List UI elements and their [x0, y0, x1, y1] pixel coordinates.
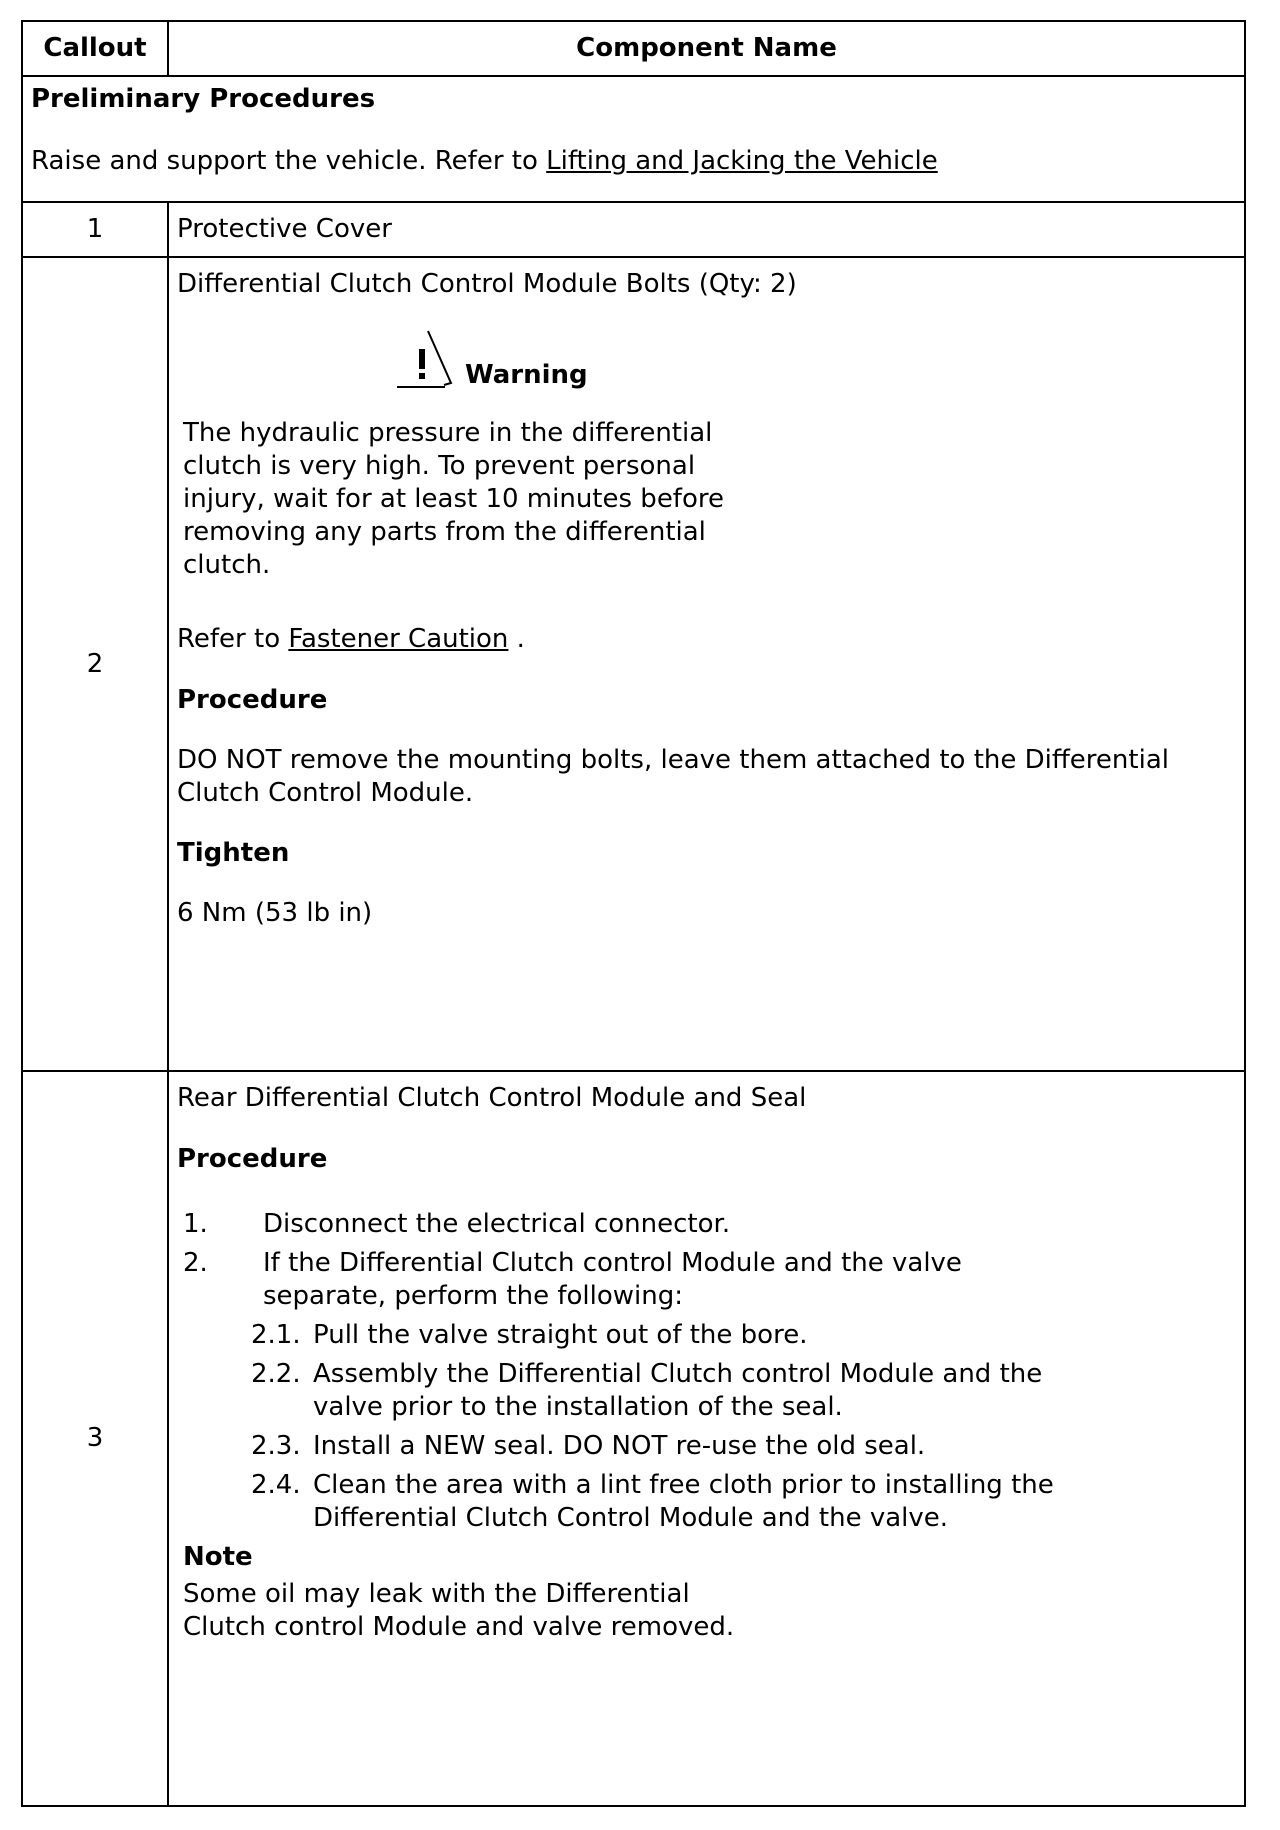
row-1-name: Protective Cover: [177, 214, 392, 244]
step-number: 1.: [183, 1209, 208, 1239]
warning-icon: [395, 329, 455, 395]
list-item: [177, 1319, 1234, 1352]
row-3-name: Rear Differential Clutch Control Module and Seal: [177, 1083, 807, 1113]
list-item: [177, 1358, 1234, 1424]
tighten-title: Tighten: [177, 838, 290, 868]
note-text: Some oil may leak with the Differential Clutch control Module and valve removed.: [183, 1579, 735, 1642]
substep-text: Clean the area with a lint free cloth prior to installing the Differential Clutch Control Module and the valve.: [313, 1470, 1054, 1533]
row-1-callout: 1: [22, 202, 168, 257]
table-row: [22, 202, 1245, 257]
lifting-jacking-link[interactable]: Lifting and Jacking the Vehicle: [546, 146, 938, 176]
header-component-name: Component Name: [168, 21, 1245, 76]
substep-text: Pull the valve straight out of the bore.: [313, 1320, 808, 1350]
list-item: [177, 1430, 1234, 1463]
table-row: [22, 257, 1245, 1071]
row-3-procedure-title: Procedure: [177, 1144, 328, 1174]
step-text: If the Differential Clutch control Module and the valve separate, perform the following:: [263, 1248, 962, 1311]
row-2-callout: 2: [22, 257, 168, 1071]
preliminary-text-line: [31, 145, 1234, 178]
preliminary-row: [22, 76, 1245, 202]
preliminary-title: Preliminary Procedures: [31, 84, 376, 114]
refer-suffix: .: [508, 624, 525, 654]
row-2-procedure-title: Procedure: [177, 685, 328, 715]
step-text: Disconnect the electrical connector.: [263, 1209, 731, 1239]
header-row: [22, 21, 1245, 76]
refer-line: [177, 623, 1234, 656]
warning-text: The hydraulic pressure in the differential clutch is very high. To prevent personal injury, wait for at least 10 minutes before removing any parts from the differential clutch.: [183, 418, 724, 580]
substep-number: 2.3.: [251, 1431, 301, 1461]
substep-number: 2.4.: [251, 1470, 301, 1500]
row-2-name: Differential Clutch Control Module Bolts (Qty: 2): [177, 269, 797, 299]
fastener-caution-link[interactable]: Fastener Caution: [288, 624, 509, 654]
warning-header: [395, 329, 1234, 401]
table-row: [22, 1071, 1245, 1806]
steps-list: [177, 1208, 1234, 1535]
procedure-table: [21, 20, 1246, 1807]
preliminary-text: Raise and support the vehicle. Refer to: [31, 146, 547, 176]
substep-text: Install a NEW seal. DO NOT re-use the old seal.: [313, 1431, 926, 1461]
header-callout: Callout: [22, 21, 168, 76]
substep-number: 2.2.: [251, 1359, 301, 1389]
tighten-value: 6 Nm (53 lb in): [177, 898, 373, 928]
substep-number: 2.1.: [251, 1320, 301, 1350]
row-3-callout: 3: [22, 1071, 168, 1806]
list-item: [177, 1208, 1234, 1241]
note-title: Note: [183, 1542, 253, 1572]
row-2-procedure-text: DO NOT remove the mounting bolts, leave them attached to the Differential Clutch Control Module.: [177, 745, 1169, 808]
step-number: 2.: [183, 1248, 208, 1278]
warning-title: Warning: [465, 360, 588, 390]
refer-prefix: Refer to: [177, 624, 289, 654]
list-item: [177, 1469, 1234, 1535]
list-item: [177, 1247, 1234, 1313]
substep-text: Assembly the Differential Clutch control Module and the valve prior to the installation of the seal.: [313, 1359, 1043, 1422]
